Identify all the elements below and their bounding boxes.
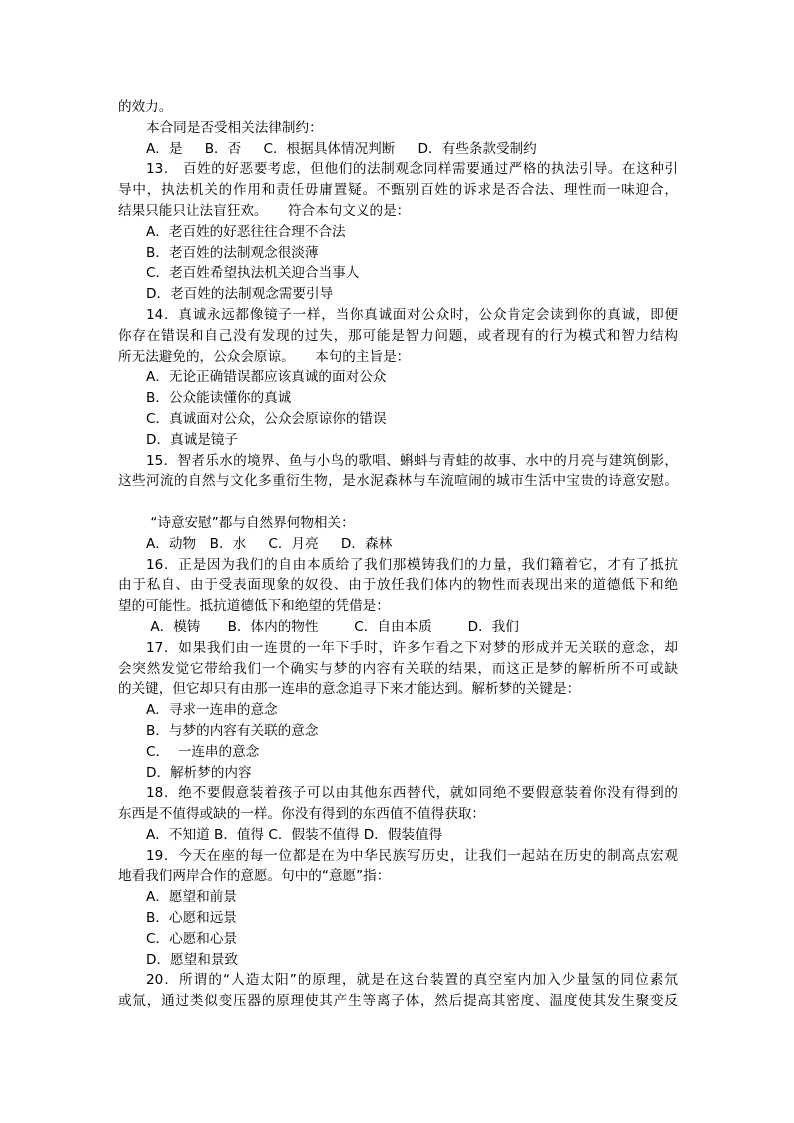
q15-line: 这些河流的自然与文化多重衍生物，是水泥森林与车流喧闹的城市生活中宝贵的诗意安慰。 [118,473,678,490]
q16-line: 由于私自、由于受表面现象的奴役、由于放任我们体内的物性而表现出来的道德低下和绝 [118,577,678,594]
q13-option-a: A．老百姓的好恶往往合理不合法 [146,223,346,240]
blank-line [118,492,678,513]
q15-question: “诗意安慰”都与自然界何物相关： [146,514,355,531]
q18-line: 东西是不值得或缺的一样。你没有得到的东西值不值得获取： [118,806,486,823]
q17-option-a: A．寻求一连串的意念 [146,702,278,719]
q20-line: 20．所谓的“人造太阳”的原理，就是在这台装置的真空室内加入少量氢的同位素氘 [146,972,678,989]
q19-line: 地看我们两岸合作的意愿。句中的“意愿”指： [118,868,391,885]
q13-option-c: C．老百姓希望执法机关迎合当事人 [146,265,360,282]
q12-stem: 本合同是否受相关法律制约： [146,119,323,136]
q17-option-c: C． 一连串的意念 [146,743,260,760]
q17-line: 的关键，但它却只有由那一连串的意念追寻下来才能达到。解析梦的关键是： [118,681,581,698]
q19-option-a: A．愿望和前景 [146,889,237,906]
q20-line: 或氚，通过类似变压器的原理使其产生等离子体，然后提高其密度、温度使其发生聚变反 [118,993,678,1010]
q13-line: 结果只能只让法盲狂欢。 符合本句文义的是： [118,202,411,219]
q19-option-b: B．心愿和远景 [146,910,237,927]
q17-option-d: D．解析梦的内容 [146,764,252,781]
q16-options: A．模铸 B．体内的物性 C．自由本质 D．我们 [146,618,519,635]
q14-option-a: A．无论正确错误都应该真诚的面对公众 [146,369,387,386]
q14-option-c: C．真诚面对公众，公众会原谅你的错误 [146,410,387,427]
q14-option-b: B．公众能读懂你的真诚 [146,390,292,407]
q17-option-b: B．与梦的内容有关联的意念 [146,722,319,739]
q16-line: 望的可能性。抵抗道德低下和绝望的凭借是： [118,598,390,615]
document-page [118,97,678,1012]
q13-line: 导中，执法机关的作用和责任毋庸置疑。不甄别百姓的诉求是否合法、理性而一味迎合， [118,182,678,199]
q13-option-b: B．老百姓的法制观念很淡薄 [146,244,319,261]
q18-line: 18．绝不要假意装着孩子可以由其他东西替代，就如同绝不要假意装着你没有得到的 [146,785,678,802]
q15-line: 15．智者乐水的境界、鱼与小鸟的歌唱、蝌蚪与青蛙的故事、水中的月亮与建筑倒影， [146,452,678,469]
q14-line: 所无法避免的，公众会原谅。 本句的主旨是： [118,348,411,365]
q17-line: 17．如果我们由一连贯的一年下手时，许多乍看之下对梦的形成并无关联的意念，却 [146,639,678,656]
q18-options: A．不知道 B．值得 C．假装不值得 D．假装值得 [146,826,443,843]
q12-options: A．是 B．否 C．根据具体情况判断 D．有些条款受制约 [146,140,537,157]
q13-line: 13． 百姓的好恶要考虑，但他们的法制观念同样需要通过严格的执法引导。在这种引 [146,161,678,178]
q17-line: 会突然发觉它带给我们一个确实与梦的内容有关联的结果，而这正是梦的解析所不可或缺 [118,660,678,677]
q19-option-d: D．愿望和景致 [146,951,239,968]
q12-continuation: 的效力。 [118,99,173,115]
q19-option-c: C．心愿和心景 [146,930,238,947]
q14-line: 14．真诚永远都像镜子一样，当你真诚面对公众时，公众肯定会读到你的真诚，即便 [146,306,678,323]
q15-options: A．动物 B．水 C．月亮 D．森林 [146,535,393,552]
q14-line: 你存在错误和自己没有发现的过失，那可能是智力问题，或者现有的行为模式和智力结构 [118,327,678,344]
q13-option-d: D．老百姓的法制观念需要引导 [146,286,334,303]
q16-line: 16．正是因为我们的自由本质给了我们那模铸我们的力量，我们籍着它，才有了抵抗 [146,556,678,573]
q19-line: 19．今天在座的每一位都是在为中华民族写历史，让我们一起站在历史的制高点宏观 [146,847,678,864]
q14-option-d: D．真诚是镜子 [146,431,239,448]
